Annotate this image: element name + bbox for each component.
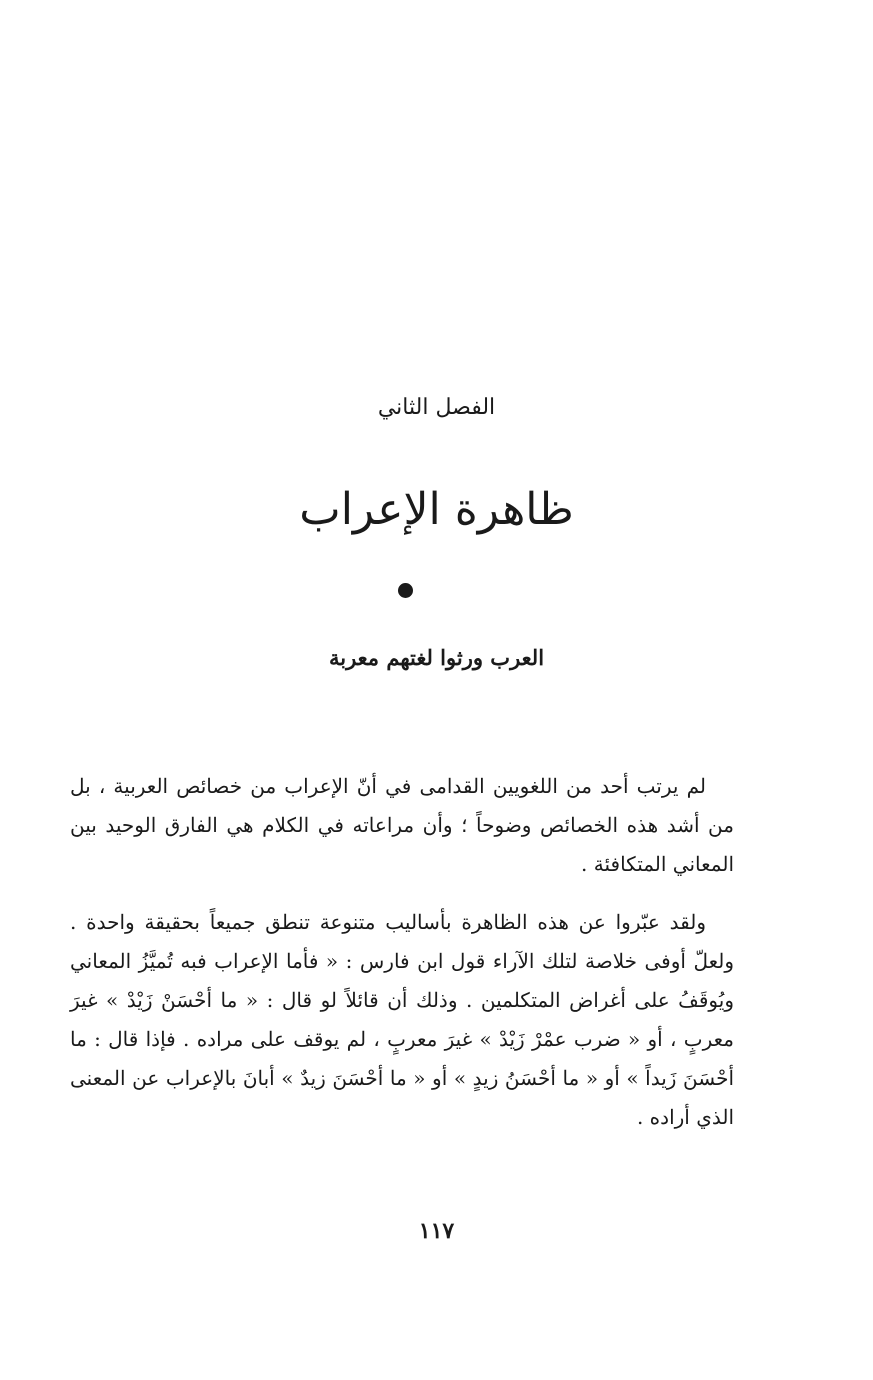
chapter-label: الفصل الثاني [377, 395, 496, 420]
section-heading: العرب ورثوا لغتهم معربة [328, 645, 545, 670]
page-number: ١١٧ [418, 1218, 455, 1244]
paragraph-2: ولقد عبّروا عن هذه الظاهرة بأساليب متنوعة تنطق جميعاً بحقيقة واحدة . ولعلّ أوفى خلاصة لتلك الآراء قول ابن فارس : « فأما الإعراب فبه تُميَّزُ المعاني ويُوقَفُ على أغراض المتكلمين . وذلك أن قائلاً لو قال : « ما أحْسَنْ زَيْدْ » غيرَ معربٍ ، أو « ضرب عمْرْ زَيْدْ » غيرَ معربٍ ، لم يوقف على مراده . فإذا قال : ما أحْسَنَ زَيداً » أو « ما أحْسَنُ زيدٍ » أو « ما أحْسَنَ زيدٌ » أبانَ بالإعراب عن المعنى الذي أراده . [70, 910, 734, 1129]
paragraph-1: لم يرتب أحد من اللغويين القدامى في أنّ الإعراب من خصائص العربية ، بل من أشد هذه الخصائص وضوحاً ؛ وأن مراعاته في الكلام هي الفارق الوحيد بين المعاني المتكافئة . [70, 774, 734, 876]
chapter-title: ظاهرة الإعراب [299, 484, 574, 535]
bullet-dot-icon [398, 583, 413, 598]
